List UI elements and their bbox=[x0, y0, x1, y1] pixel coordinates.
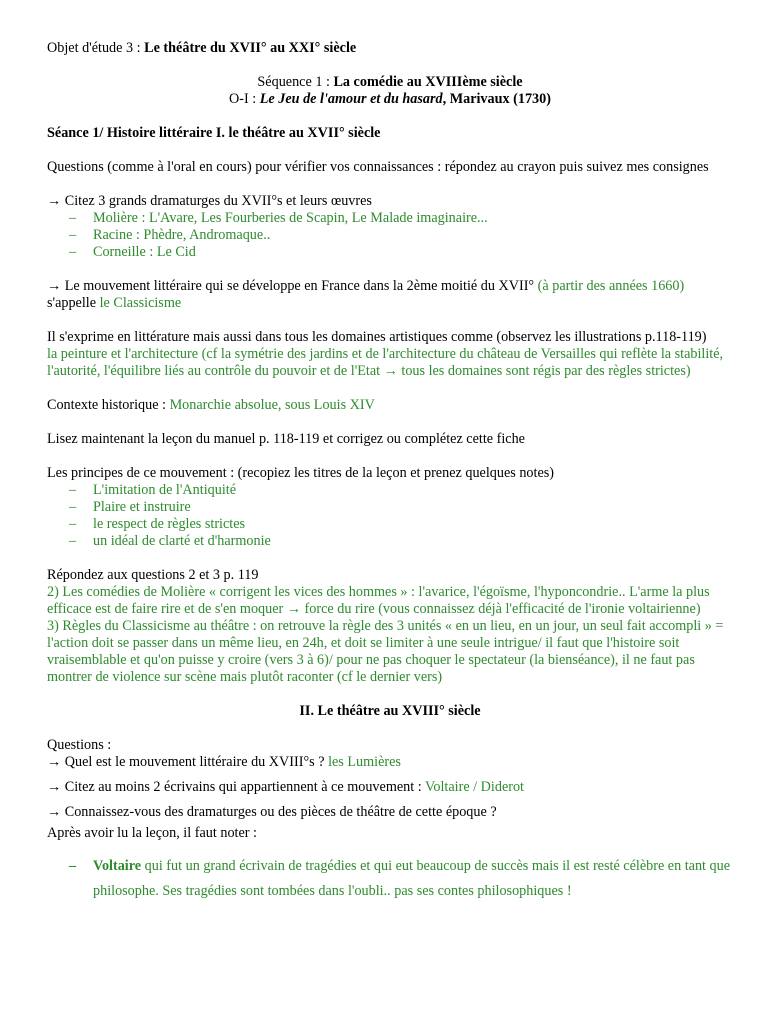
voltaire-list bbox=[47, 854, 733, 904]
questions-intro: Questions (comme à l'oral en cours) pour vérifier vos connaissances : répondez au crayon puis suivez mes consignes bbox=[47, 159, 709, 175]
repondez-instruction: Répondez aux questions 2 et 3 p. 119 bbox=[47, 567, 259, 583]
list-item: – L'imitation de l'Antiquité bbox=[69, 482, 733, 499]
question-lumieres: → Quel est le mouvement littéraire du XVIII°s ? les Lumières bbox=[47, 754, 401, 770]
contexte-historique: Contexte historique : Monarchie absolue, sous Louis XIV bbox=[47, 397, 375, 413]
section-2-heading: II. Le théâtre au XVIII° siècle bbox=[299, 703, 481, 719]
lisez-instruction: Lisez maintenant la leçon du manuel p. 118-119 et corrigez ou complétez cette fiche bbox=[47, 431, 525, 447]
principes-intro: Les principes de ce mouvement : (recopiez les titres de la leçon et prenez quelques notes) bbox=[47, 465, 554, 481]
question-ecrivains: → Citez au moins 2 écrivains qui appartiennent à ce mouvement : Voltaire / Diderot bbox=[47, 779, 524, 795]
objet-title: Le théâtre du XVII° au XXI° siècle bbox=[144, 40, 357, 56]
sequence-heading: Séquence 1 : La comédie au XVIIIème siècle bbox=[257, 74, 523, 90]
voltaire-name: Voltaire bbox=[93, 858, 142, 874]
answer-domaines: la peinture et l'architecture (cf la symétrie des jardins et de l'architecture du château de Versailles qui reflète la stabilité, l'autorité, l'équilibre liés au contrôle du pouvoir et de l'Etat → tous les domaines sont régis par des règles strictes) bbox=[47, 346, 724, 379]
question-dramaturges-18: → Connaissez-vous des dramaturges ou des pièces de théâtre de cette époque ? bbox=[47, 804, 497, 820]
list-item: – le respect de règles strictes bbox=[69, 516, 733, 533]
question-mouvement: → Le mouvement littéraire qui se développe en France dans la 2ème moitié du XVII° (à partir des années 1660) s'appelle le Classicisme bbox=[47, 278, 685, 311]
question-dramaturges: → Citez 3 grands dramaturges du XVII°s et leurs œuvres bbox=[47, 193, 372, 209]
classicisme-answer: le Classicisme bbox=[99, 295, 182, 311]
objet-etude: Objet d'étude 3 : Le théâtre du XVII° au XXI° siècle bbox=[47, 40, 357, 56]
question-domaines: Il s'exprime en littérature mais aussi dans tous les domaines artistiques comme (observez les illustrations p.118-119) bbox=[47, 329, 707, 345]
work-author: , Marivaux (1730) bbox=[442, 91, 551, 107]
answer-2: 2) Les comédies de Molière « corrigent les vices des hommes » : l'avarice, l'égoïsme, l'hyponcondrie.. L'arme la plus efficace est de faire rire et de s'en moquer → force du rire (vous connaissez déjà l'efficacité de l'ironie voltairienne) bbox=[47, 584, 710, 617]
work-title: Le Jeu de l'amour et du hasard bbox=[259, 91, 443, 107]
answer-3: 3) Règles du Classicisme au théâtre : on retrouve la règle des 3 unités « en un lieu, en un jour, un seul fait accompli » = l'action doit se passer dans un même lieu, en 24h, et doit se limiter à une seule intrigue/ il faut que l'histoire soit vraisemblable et qu'on puisse y croire (vers 3 à 6)/ pour ne pas choquer le spectateur (la bienséance), il ne faut pas montrer de violence sur scène mais plutôt raconter (cf le dernier vers) bbox=[47, 618, 724, 685]
list-item: – un idéal de clarté et d'harmonie bbox=[69, 533, 733, 550]
oeuvre-integrale: O-I : Le Jeu de l'amour et du hasard, Marivaux (1730) bbox=[229, 91, 551, 107]
sequence-title: La comédie au XVIIIème siècle bbox=[333, 74, 523, 90]
list-item: – Corneille : Le Cid bbox=[69, 244, 733, 261]
seance-heading: Séance 1/ Histoire littéraire I. le théâtre au XVII° siècle bbox=[47, 125, 381, 141]
list-item: – Racine : Phèdre, Andromaque.. bbox=[69, 227, 733, 244]
list-item: – Voltaire qui fut un grand écrivain de tragédies et qui eut beaucoup de succès mais il est resté célèbre en tant que philosophe. Ses tragédies sont tombées dans l'oubli.. pas ses contes philosophiques ! bbox=[69, 854, 733, 904]
dramaturges-list bbox=[47, 210, 733, 261]
principes-list bbox=[47, 482, 733, 550]
list-item: – Plaire et instruire bbox=[69, 499, 733, 516]
list-item: – Molière : L'Avare, Les Fourberies de Scapin, Le Malade imaginaire... bbox=[69, 210, 733, 227]
questions-label: Questions : bbox=[47, 737, 112, 753]
apres-lecon: Après avoir lu la leçon, il faut noter : bbox=[47, 825, 257, 841]
